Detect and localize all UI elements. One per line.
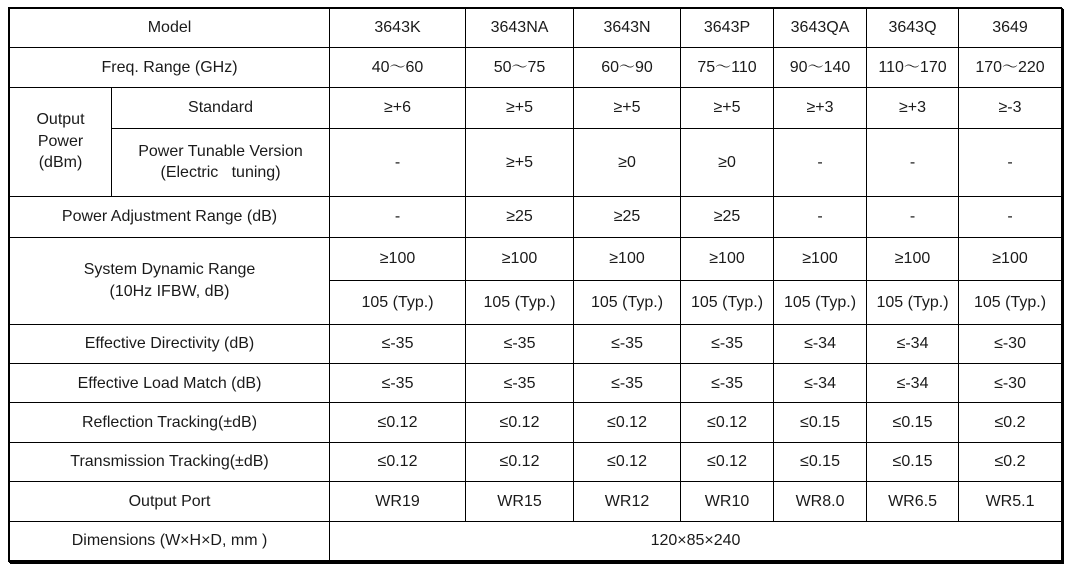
value-cell: ≥+5 [466, 129, 574, 197]
value-cell: ≤0.2 [959, 442, 1062, 481]
row-label-freq-range: Freq. Range (GHz) [10, 48, 330, 87]
value-cell: ≤-35 [681, 324, 774, 363]
value-cell: ≤0.12 [466, 403, 574, 442]
value-cell: ≤-34 [774, 364, 867, 403]
value-cell: ≥100 [681, 238, 774, 281]
value-cell: - [867, 129, 959, 197]
value-cell: ≤-35 [330, 364, 466, 403]
value-cell: ≤0.15 [774, 442, 867, 481]
value-cell: ≥+5 [466, 87, 574, 128]
table-row-power-adjustment [10, 196, 1062, 237]
dimensions-value: 120×85×240 [330, 521, 1062, 560]
row-label-reflection-tracking: Reflection Tracking(±dB) [10, 403, 330, 442]
value-cell: - [959, 196, 1062, 237]
table-row-dynamic-range-min [10, 238, 1062, 281]
row-label-transmission-tracking: Transmission Tracking(±dB) [10, 442, 330, 481]
value-cell: 105 (Typ.) [330, 281, 466, 324]
value-cell: 40～60 [330, 48, 466, 87]
value-cell: ≤-35 [574, 324, 681, 363]
value-cell: ≤0.12 [681, 442, 774, 481]
value-cell: ≤0.12 [574, 442, 681, 481]
value-cell: ≤-34 [774, 324, 867, 363]
value-cell: ≥100 [867, 238, 959, 281]
value-cell: WR8.0 [774, 482, 867, 521]
value-cell: 105 (Typ.) [466, 281, 574, 324]
value-cell: 170～220 [959, 48, 1062, 87]
value-cell: ≤-34 [867, 364, 959, 403]
row-label-dimensions: Dimensions (W×H×D, mm ) [10, 521, 330, 560]
row-label-model: Model [10, 9, 330, 48]
value-cell: ≤0.12 [330, 442, 466, 481]
table-row-output-power-tunable [10, 129, 1062, 197]
value-cell: WR5.1 [959, 482, 1062, 521]
sub-label-standard: Standard [112, 87, 330, 128]
table-row-model [10, 9, 1062, 48]
table-row-output-port [10, 482, 1062, 521]
value-cell: - [959, 129, 1062, 197]
value-cell: - [330, 196, 466, 237]
value-cell: ≤0.12 [330, 403, 466, 442]
value-cell: - [774, 129, 867, 197]
row-label-output-port: Output Port [10, 482, 330, 521]
value-cell: ≥100 [574, 238, 681, 281]
value-cell: ≥-3 [959, 87, 1062, 128]
value-cell: 90～140 [774, 48, 867, 87]
value-cell: WR19 [330, 482, 466, 521]
table-row-output-power-standard [10, 87, 1062, 128]
table-row-reflection-tracking [10, 403, 1062, 442]
value-cell: ≤0.12 [574, 403, 681, 442]
value-cell: WR15 [466, 482, 574, 521]
value-cell: ≤-30 [959, 324, 1062, 363]
model-cell: 3643NA [466, 9, 574, 48]
value-cell: - [867, 196, 959, 237]
sub-label-power-tunable: Power Tunable Version (Electric tuning) [112, 129, 330, 197]
value-cell: ≥25 [574, 196, 681, 237]
value-cell: - [330, 129, 466, 197]
value-cell: 75～110 [681, 48, 774, 87]
value-cell: 60～90 [574, 48, 681, 87]
value-cell: - [774, 196, 867, 237]
row-label-dynamic-range: System Dynamic Range (10Hz IFBW, dB) [10, 238, 330, 325]
model-cell: 3649 [959, 9, 1062, 48]
row-label-directivity: Effective Directivity (dB) [10, 324, 330, 363]
value-cell: ≥100 [466, 238, 574, 281]
model-cell: 3643Q [867, 9, 959, 48]
value-cell: ≤0.15 [774, 403, 867, 442]
value-cell: ≤0.15 [867, 403, 959, 442]
value-cell: ≥+6 [330, 87, 466, 128]
value-cell: 105 (Typ.) [959, 281, 1062, 324]
value-cell: 110～170 [867, 48, 959, 87]
value-cell: ≤-34 [867, 324, 959, 363]
value-cell: WR10 [681, 482, 774, 521]
value-cell: WR6.5 [867, 482, 959, 521]
table-row-dimensions [10, 521, 1062, 560]
value-cell: 105 (Typ.) [574, 281, 681, 324]
value-cell: ≥100 [330, 238, 466, 281]
row-label-power-adjustment: Power Adjustment Range (dB) [10, 196, 330, 237]
value-cell: 50～75 [466, 48, 574, 87]
value-cell: ≥+3 [867, 87, 959, 128]
value-cell: ≤0.2 [959, 403, 1062, 442]
value-cell: ≥+5 [574, 87, 681, 128]
value-cell: ≥+3 [774, 87, 867, 128]
value-cell: ≤0.12 [681, 403, 774, 442]
model-cell: 3643N [574, 9, 681, 48]
value-cell: WR12 [574, 482, 681, 521]
model-cell: 3643P [681, 9, 774, 48]
row-label-output-power: Output Power (dBm) [10, 87, 112, 196]
value-cell: ≥100 [774, 238, 867, 281]
table-row-freq-range [10, 48, 1062, 87]
value-cell: ≥0 [681, 129, 774, 197]
model-cell: 3643K [330, 9, 466, 48]
model-cell: 3643QA [774, 9, 867, 48]
value-cell: ≤-35 [466, 364, 574, 403]
value-cell: ≤0.12 [466, 442, 574, 481]
value-cell: 105 (Typ.) [867, 281, 959, 324]
spec-table-frame [8, 7, 1062, 562]
value-cell: ≤-30 [959, 364, 1062, 403]
spec-table [9, 8, 1062, 561]
row-label-load-match: Effective Load Match (dB) [10, 364, 330, 403]
value-cell: ≥+5 [681, 87, 774, 128]
table-row-directivity [10, 324, 1062, 363]
value-cell: ≤-35 [574, 364, 681, 403]
value-cell: ≤0.15 [867, 442, 959, 481]
value-cell: ≤-35 [466, 324, 574, 363]
value-cell: ≥25 [681, 196, 774, 237]
value-cell: ≤-35 [681, 364, 774, 403]
table-row-transmission-tracking [10, 442, 1062, 481]
table-row-load-match [10, 364, 1062, 403]
value-cell: ≥100 [959, 238, 1062, 281]
value-cell: 105 (Typ.) [774, 281, 867, 324]
value-cell: ≥0 [574, 129, 681, 197]
value-cell: ≥25 [466, 196, 574, 237]
value-cell: ≤-35 [330, 324, 466, 363]
value-cell: 105 (Typ.) [681, 281, 774, 324]
